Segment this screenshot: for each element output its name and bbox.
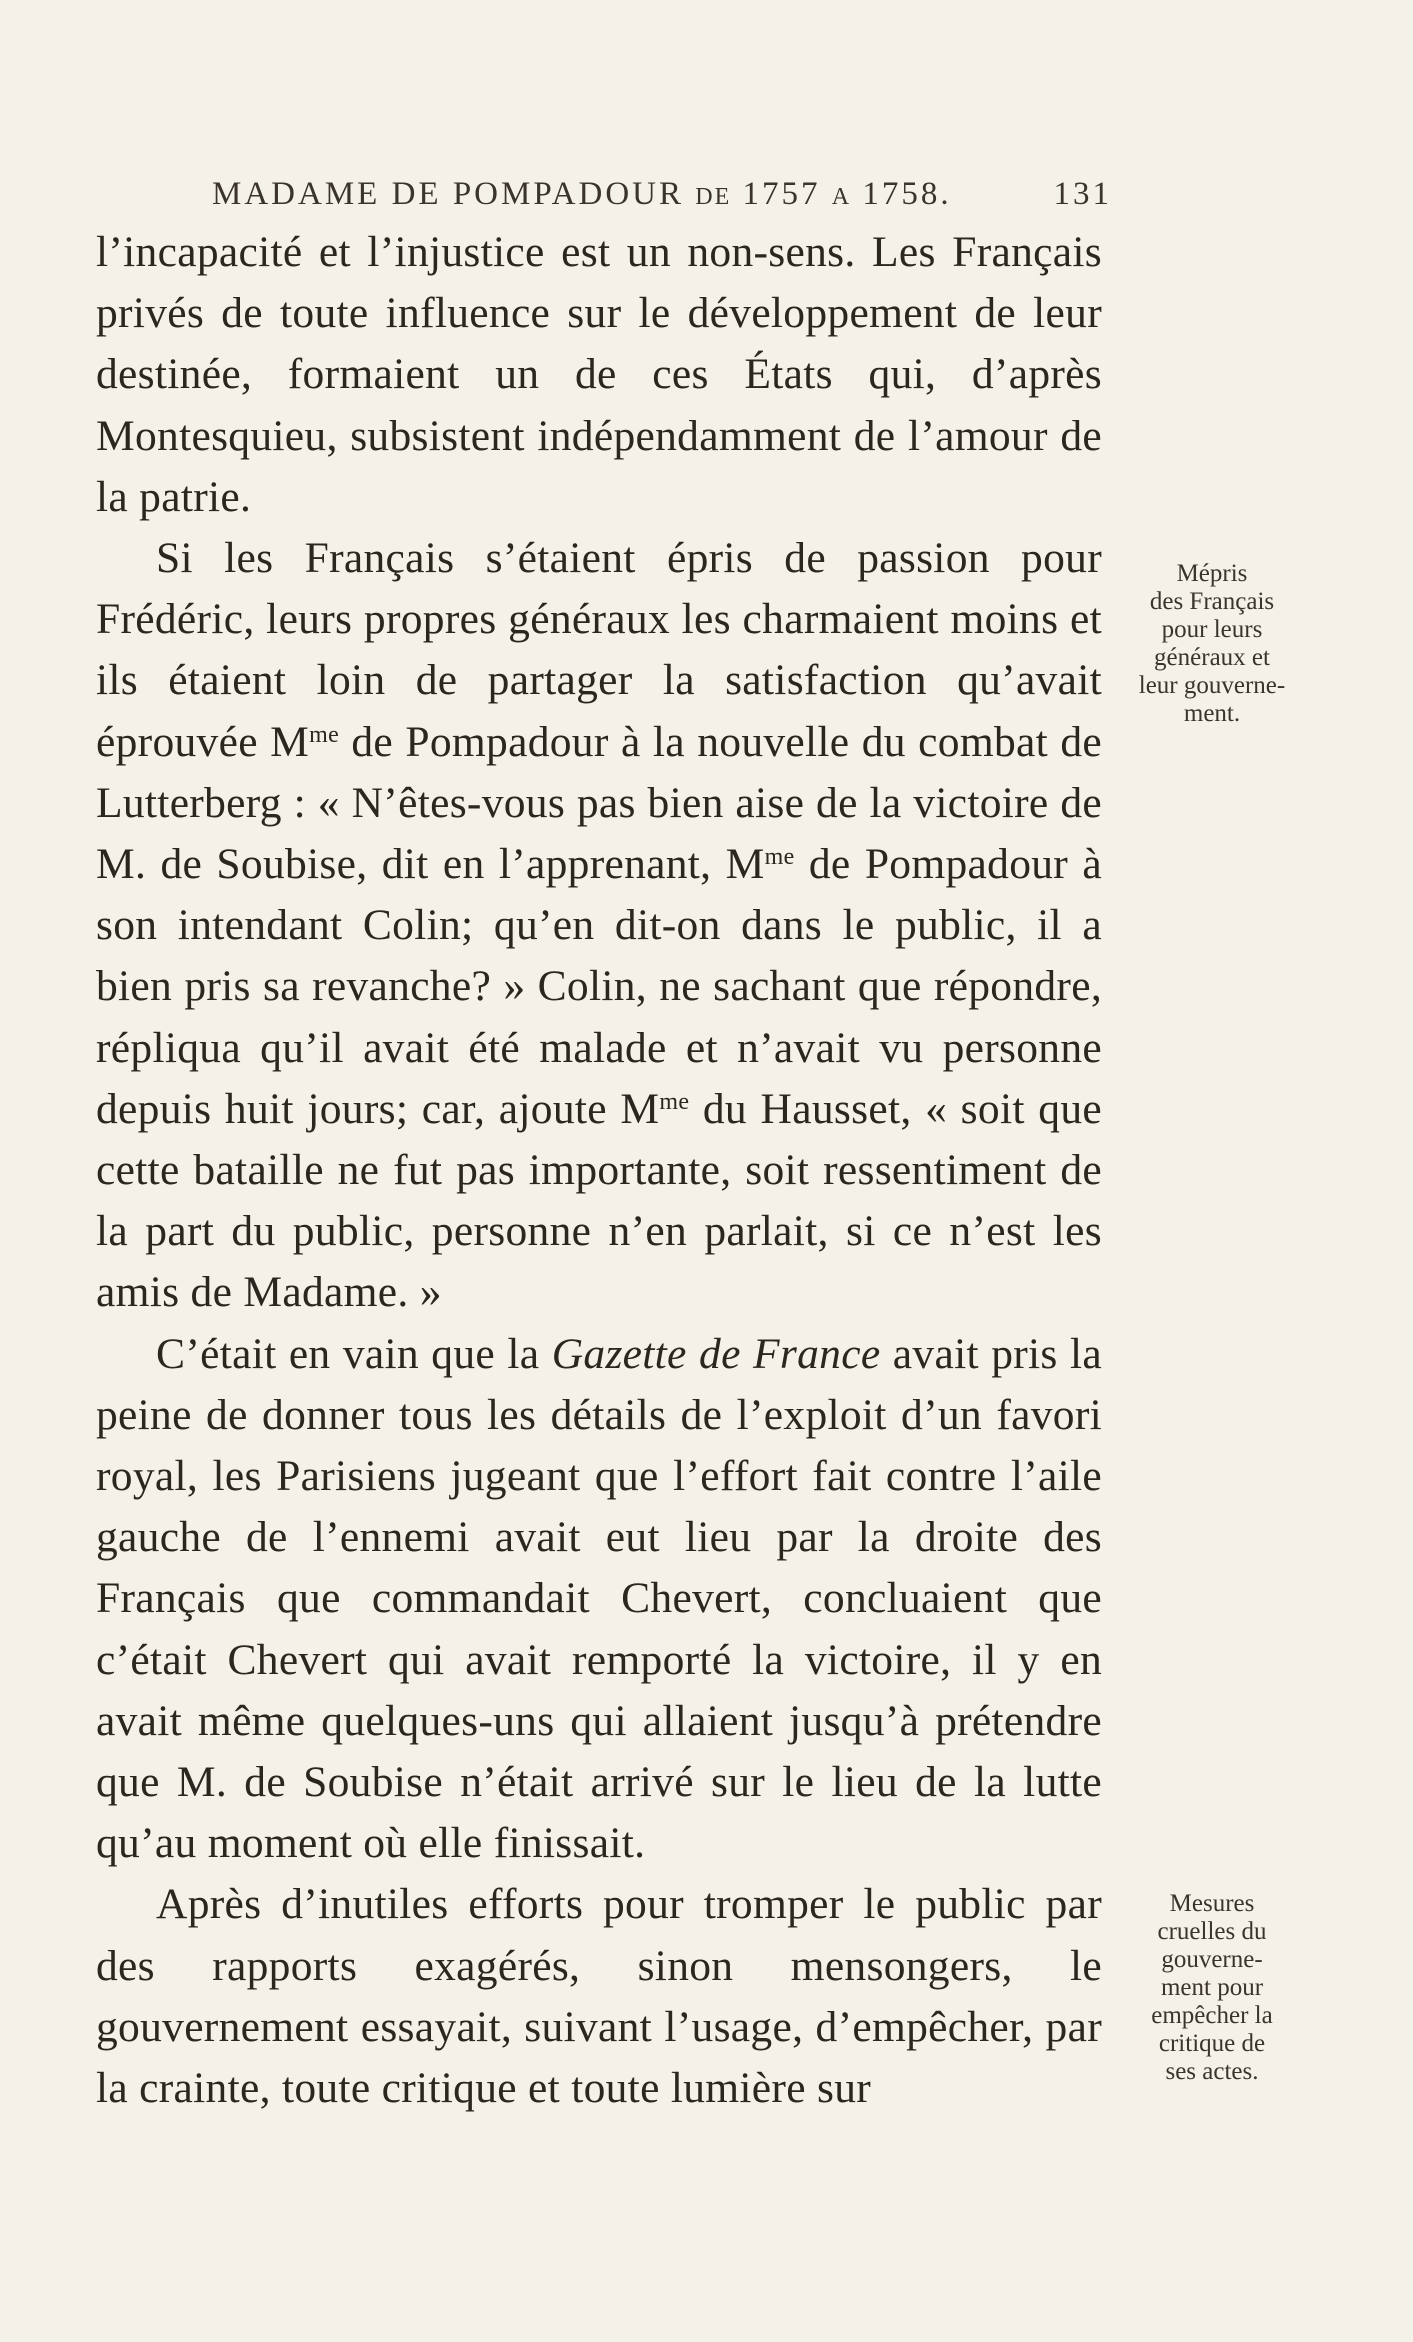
superscript-me: me xyxy=(659,1088,690,1115)
marginal-note-mepris xyxy=(1112,560,1312,728)
paragraph-1-text: l’incapacité et l’injustice est un non-sens. Les Français privés de toute influence sur le développement de leur destinée, formaient un de ces États qui, d’après Montesquieu, subsistent indépendamment de l’amour de la patrie. xyxy=(96,228,1102,521)
marginal-line: des Français xyxy=(1149,588,1275,615)
marginal-note-mesures xyxy=(1112,1890,1312,2086)
marginal-line: ses actes. xyxy=(1165,2058,1259,2085)
page-number: 131 xyxy=(1053,176,1112,212)
paragraph-2-text-c: de Pompadour à son intendant Colin; qu’en dit-on dans le public, il a bien pris sa revanche? » Colin, ne sachant que répondre, répliqua qu’il avait été malade et n’avait vu personne depuis huit jours; car, ajoute M xyxy=(96,840,1102,1133)
running-head xyxy=(212,176,1112,216)
running-head-title xyxy=(212,176,952,213)
marginal-line: ment pour xyxy=(1160,1974,1264,2001)
running-head-a: A xyxy=(831,184,852,210)
paragraph-3-text-a: C’était en vain que la xyxy=(156,1329,552,1378)
paragraph-3-text-b: avait pris la peine de donner tous les détails de l’exploit d’un favori royal, les Parisiens jugeant que l’effort fait contre l’aile gauche de l’ennemi avait eut lieu par la droite des Français que commandait Chevert, concluaient que c’était Chevert qui avait remporté la victoire, il y en avait même quelques-uns qui allaient jusqu’à prétendre que M. de Soubise n’était arrivé sur le lieu de la lutte qu’au moment où elle finissait. xyxy=(96,1329,1102,1868)
running-head-year-end: 1758. xyxy=(862,176,952,212)
marginal-line: Mépris xyxy=(1176,560,1248,587)
paragraph-1 xyxy=(96,222,1102,528)
paragraph-2 xyxy=(96,528,1102,1324)
paragraph-3 xyxy=(96,1324,1102,1875)
running-head-year-start: 1757 xyxy=(742,176,821,212)
marginal-line: Mesures xyxy=(1169,1890,1255,1917)
gazette-title: Gazette de France xyxy=(551,1329,881,1378)
paragraph-2-text-b: de Pompadour à la nouvelle du combat de Lutterberg : « N’êtes-vous pas bien aise de la victoire de M. de Soubise, dit en l’apprenant, M xyxy=(96,717,1102,889)
marginal-line: pour leurs xyxy=(1161,616,1263,643)
paragraph-4-text: Après d’inutiles efforts pour tromper le public par des rapports exagérés, sinon mensongers, le gouvernement essayait, suivant l’usage, d’empêcher, par la crainte, toute critique et toute lumière sur xyxy=(96,1880,1102,2113)
superscript-me: me xyxy=(309,721,340,748)
paragraph-2-text-d: du Hausset, « soit que cette bataille ne fut pas importante, soit ressentiment de la part du public, personne n’en parlait, si ce n’est les amis de Madame. » xyxy=(96,1084,1102,1317)
paragraph-4 xyxy=(96,1874,1102,2119)
running-head-de: DE xyxy=(695,184,732,210)
marginal-line: leur gouverne- xyxy=(1138,672,1286,699)
superscript-me: me xyxy=(764,844,795,871)
marginal-line: généraux et xyxy=(1154,644,1270,671)
body-text xyxy=(96,222,1102,2119)
marginal-line: ment. xyxy=(1183,700,1241,727)
marginal-line: critique de xyxy=(1158,2030,1266,2057)
marginal-line: empêcher la xyxy=(1151,2002,1273,2029)
paragraph-2-text-a: Si les Français s’étaient épris de passion pour Frédéric, leurs propres généraux les charmaient moins et ils étaient loin de partager la satisfaction qu’avait éprouvée M xyxy=(96,534,1102,766)
marginal-line: cruelles du xyxy=(1157,1918,1267,1945)
running-head-title-main: MADAME DE POMPADOUR xyxy=(212,176,685,212)
marginal-line: gouverne- xyxy=(1161,1946,1263,1973)
